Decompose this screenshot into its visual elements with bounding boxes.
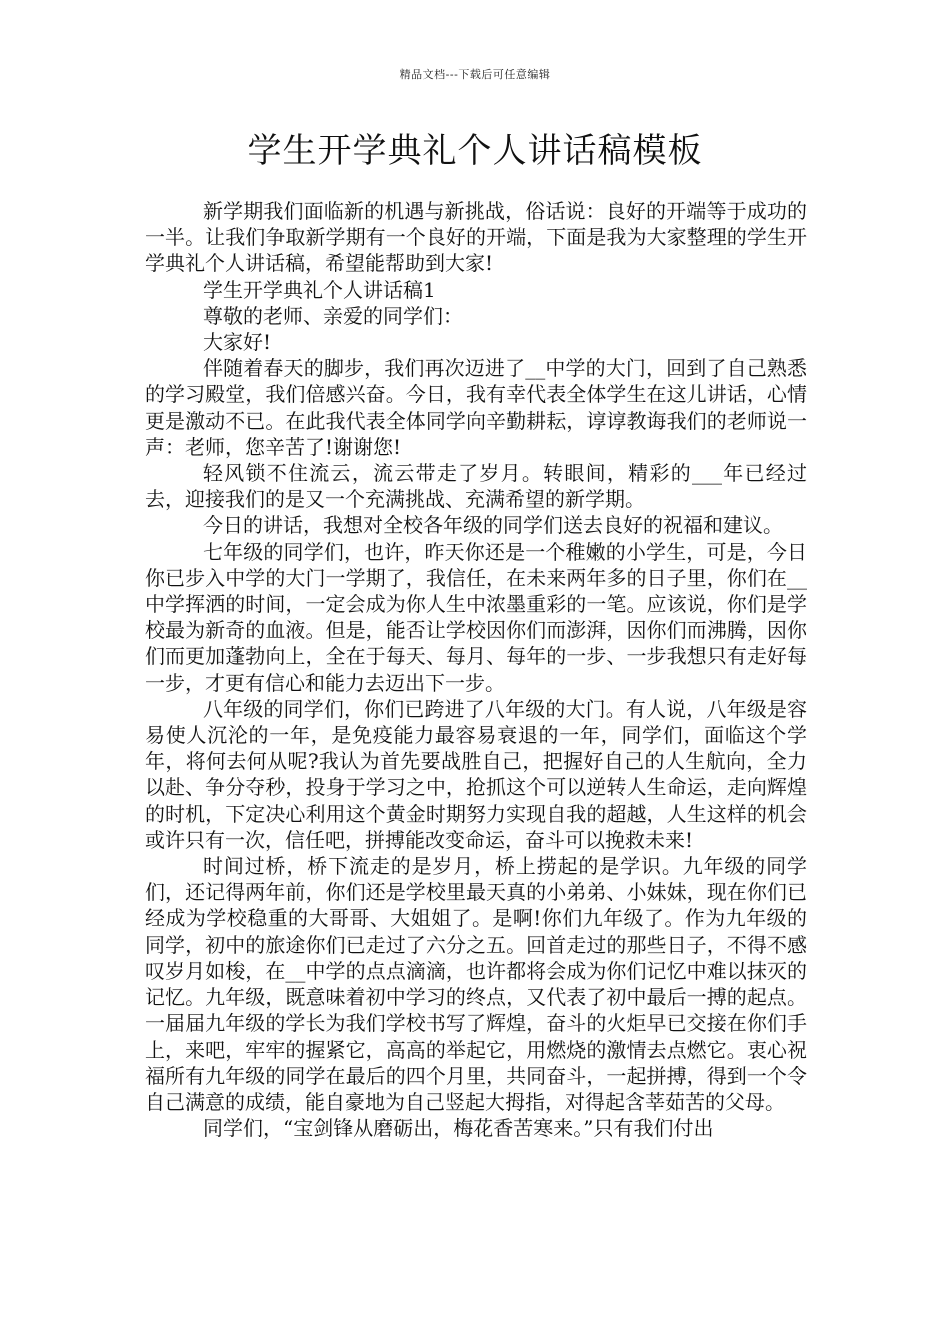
paragraph-greeting: 大家好! bbox=[203, 330, 272, 355]
header-note: 精品文档---下载后可任意编辑 bbox=[399, 68, 551, 81]
paragraph-salutation: 尊敬的老师、亲爱的同学们： bbox=[203, 303, 463, 328]
paragraph: 七年级的同学们，也许，昨天你还是一个稚嫩的小学生，可是，今日你已步入中学的大门一学期了，我信任，在未来两年多的日子里，你们在__中学挥洒的时间，一定会成为你人生中浓墨重彩的一笔。应该说，你们是学校最为新奇的血液。但是，能否让学校因你们而澎湃，因你们而沸腾，因你们而更加蓬勃向上，全在于每天、每月、每年的一步、一步我想只有走好每一步，才更有信心和能力去迈出下一步。 bbox=[145, 539, 807, 695]
paragraph-intro: 新学期我们面临新的机遇与新挑战，俗话说：良好的开端等于成功的一半。让我们争取新学期有一个良好的开端，下面是我为大家整理的学生开学典礼个人讲话稿，希望能帮助到大家! bbox=[145, 199, 807, 276]
paragraph: 今日的讲话，我想对全校各年级的同学们送去良好的祝福和建议。 bbox=[203, 513, 783, 538]
document-body bbox=[145, 198, 807, 1141]
paragraph: 八年级的同学们，你们已跨进了八年级的大门。有人说，八年级是容易使人沉沦的一年，是免疫能力最容易衰退的一年，同学们，面临这个学年，将何去何从呢?我认为首先要战胜自己，把握好自己的人生航向，全力以赴、争分夺秒，投身于学习之中，抢抓这个可以逆转人生命运，走向辉煌的时机，下定决心利用这个黄金时期努力实现自我的超越，人生这样的机会或许只有一次，信任吧，拼搏能改变命运，奋斗可以挽救未来! bbox=[145, 696, 807, 852]
paragraph: 轻风锁不住流云，流云带走了岁月。转眼间，精彩的___年已经过去，迎接我们的是又一个充满挑战、充满希望的新学期。 bbox=[145, 461, 807, 512]
paragraph: 同学们，“宝剑锋从磨砺出，梅花香苦寒来。”只有我们付出 bbox=[203, 1116, 714, 1141]
paragraph-subtitle: 学生开学典礼个人讲话稿1 bbox=[203, 277, 436, 302]
document-title: 学生开学典礼个人讲话稿模板 bbox=[247, 131, 703, 171]
paragraph: 伴随着春天的脚步，我们再次迈进了__中学的大门，回到了自己熟悉的学习殿堂，我们倍感兴奋。今日，我有幸代表全体学生在这儿讲话，心情更是激动不已。在此我代表全体同学向辛勤耕耘，谆谆教诲我们的老师说一声：老师，您辛苦了!谢谢您! bbox=[145, 356, 807, 459]
paragraph: 时间过桥，桥下流走的是岁月，桥上捞起的是学识。九年级的同学们，还记得两年前，你们还是学校里最天真的小弟弟、小妹妹，现在你们已经成为学校稳重的大哥哥、大姐姐了。是啊!你们九年级了。作为九年级的同学，初中的旅途你们已走过了六分之五。回首走过的那些日子，不得不感叹岁月如梭，在__中学的点点滴滴，也许都将会成为你们记忆中难以抹灭的记忆。九年级，既意味着初中学习的终点，又代表了初中最后一搏的起点。一届届九年级的学长为我们学校书写了辉煌，奋斗的火炬早已交接在你们手上，来吧，牢牢的握紧它，高高的举起它，用燃烧的激情去点燃它。衷心祝福所有九年级的同学在最后的四个月里，共同奋斗，一起拼搏，得到一个令自己满意的成绩，能自豪地为自己竖起大拇指，对得起含莘茹苦的父母。 bbox=[145, 854, 807, 1114]
